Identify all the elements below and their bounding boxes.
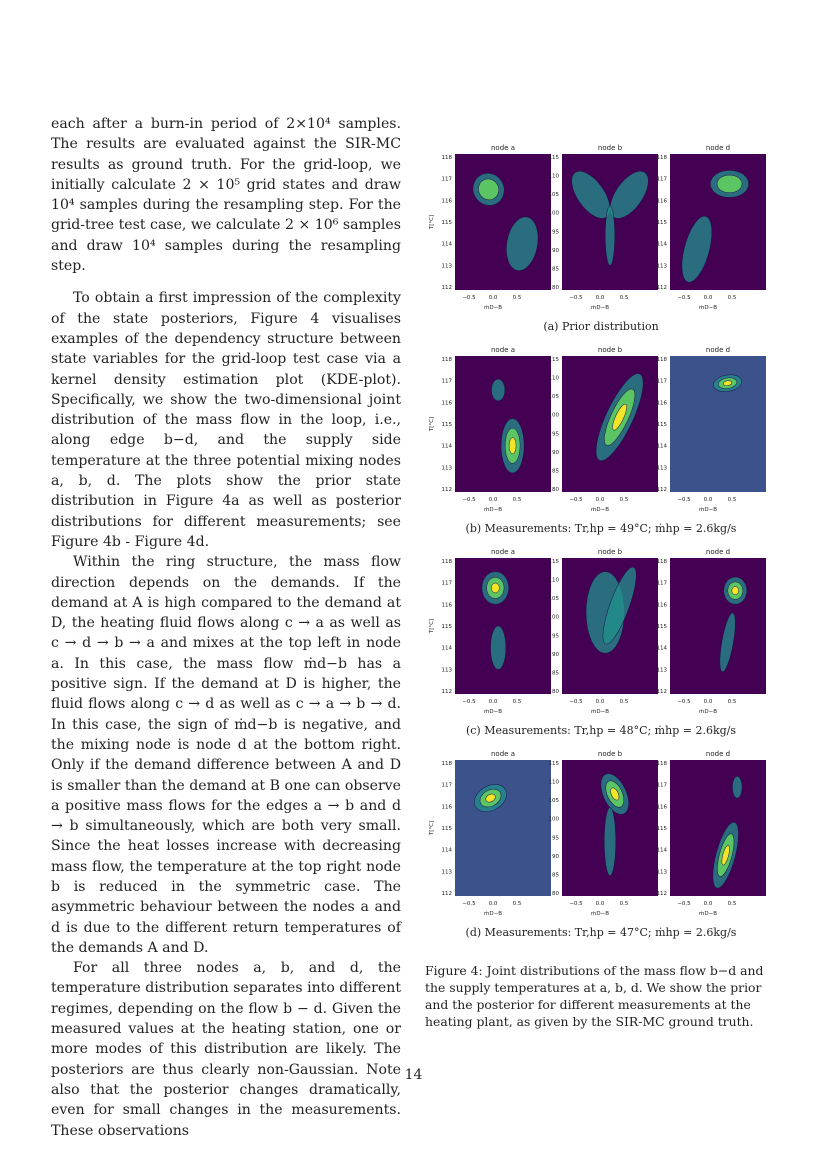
y-tick-label: 110 (548, 779, 559, 786)
y-tick-label: 95 (552, 633, 559, 640)
x-tick-label: −0.5 (569, 699, 583, 705)
y-tick-label: 117 (656, 378, 667, 385)
panel-title: node b (597, 548, 623, 556)
x-axis-label: ṁD−B (484, 911, 502, 917)
figure-row-c (425, 546, 777, 724)
y-tick-label: 110 (548, 577, 559, 584)
y-axis-label: T[°C] (429, 820, 435, 836)
y-tick-label: 115 (548, 761, 559, 767)
y-tick-label: 118 (656, 357, 667, 363)
x-tick-label: −0.5 (462, 497, 476, 503)
y-axis-label: T[°C] (429, 416, 435, 432)
figure-4 (425, 142, 777, 950)
panel-title: node b (597, 750, 623, 758)
density-contour (491, 379, 504, 401)
y-tick-label: 112 (656, 285, 667, 291)
x-axis-label: ṁD−B (699, 709, 717, 715)
y-tick-label: 114 (656, 241, 667, 248)
panel-title: node a (491, 144, 515, 152)
kde-panel-d (657, 750, 767, 917)
y-tick-label: 118 (441, 155, 452, 161)
panel-background (455, 154, 551, 290)
subcaption-a: (a) Prior distribution (543, 320, 659, 333)
paragraph-2: To obtain a first impression of the complexity of the state posteriors, Figure 4 visualises examples of the dependency structure between state variables for the grid-loop test case via a kernel density estimation plot (KDE-plot). Specifically, we show the two-dimensional joint distribution of the mass flow in the loop, i.e., along edge b−d, and the supply side temperature at the three potential mixing nodes a, b, d. The plots show the prior state distribution in Figure 4a as well as posterior distributions for different measurements; see Figure 4b - Figure 4d. (51, 290, 401, 550)
y-tick-label: 90 (552, 247, 559, 254)
kde-panel-a (429, 346, 551, 513)
kde-plot-row-c (425, 546, 777, 724)
y-tick-label: 114 (656, 645, 667, 652)
x-axis-label: ṁD−B (484, 507, 502, 513)
figure-caption: Figure 4: Joint distributions of the mass flow b−d and the supply temperatures at a, b, d. We show the prior and the posterior for different measurements at the heating plant, as given by the SIR-MC ground truth. (425, 963, 764, 1029)
x-axis-label: ṁD−B (699, 911, 717, 917)
panel-title: node a (491, 346, 515, 354)
y-tick-label: 114 (656, 847, 667, 854)
x-tick-label: 0.5 (727, 901, 737, 907)
y-tick-label: 117 (656, 176, 667, 183)
y-tick-label: 110 (548, 173, 559, 180)
page-number: 14 (404, 1067, 423, 1083)
y-tick-label: 114 (441, 847, 452, 854)
y-tick-label: 115 (548, 155, 559, 161)
kde-panel-d (657, 346, 767, 513)
x-tick-label: 0.0 (488, 901, 498, 907)
y-tick-label: 112 (441, 285, 452, 291)
x-axis-label: ṁD−B (484, 305, 502, 311)
y-tick-label: 116 (441, 400, 452, 407)
y-tick-label: 116 (656, 804, 667, 811)
x-tick-label: 0.0 (488, 699, 498, 705)
x-tick-label: 0.0 (703, 901, 713, 907)
y-tick-label: 118 (441, 761, 452, 767)
paragraph-3: Within the ring structure, the mass flow direction depends on the demands. If the demand at A is high compared to the demand at D, the heating fluid flows along c → a as well as c → d → b → a and mixes at the top left in node a. In this case, the mass flow ṁd−b has a positive sign. If the demand at D is higher, the fluid flows along c → d as well as c → a → b → d. In this case, the sign of ṁd−b is negative, and the mixing node is node d at the bottom right. Only if the demand difference between A and D is smaller than the demand at B one can observe a positive mass flows for the edges a → b and d → b simultaneously, which are both very small. Since the heat losses increase with decreasing mass flow, the temperature at the top right node b is reduced in the symmetric case. The asymmetric behaviour between the nodes a and d is due to the different return temperatures of the demands A and D. (51, 554, 401, 956)
panel-title: node d (705, 346, 731, 354)
y-tick-label: 114 (441, 443, 452, 450)
y-tick-label: 100 (548, 816, 559, 823)
x-tick-label: 0.5 (512, 295, 522, 301)
subcaption-b: (b) Measurements: Tr,hp = 49°C; ṁhp = 2.6kg/s (465, 522, 737, 535)
y-tick-label: 114 (441, 241, 452, 248)
y-tick-label: 100 (548, 614, 559, 621)
panel-background (670, 356, 766, 492)
y-tick-label: 116 (656, 602, 667, 609)
kde-plot-row-d (425, 748, 777, 926)
y-tick-label: 117 (656, 782, 667, 789)
x-axis-label: ṁD−B (591, 911, 609, 917)
x-tick-label: 0.0 (595, 901, 605, 907)
y-tick-label: 115 (656, 624, 667, 630)
density-contour (491, 626, 506, 670)
y-tick-label: 90 (552, 449, 559, 456)
density-contour (732, 587, 739, 595)
y-tick-label: 112 (441, 487, 452, 493)
x-tick-label: 0.0 (703, 699, 713, 705)
kde-panel-a (429, 144, 551, 311)
y-tick-label: 113 (656, 465, 667, 472)
y-tick-label: 113 (656, 869, 667, 876)
kde-plot-row-a (425, 142, 777, 320)
x-axis-label: ṁD−B (699, 305, 717, 311)
kde-panel-d (657, 144, 767, 311)
y-tick-label: 113 (441, 263, 452, 270)
y-tick-label: 80 (552, 487, 559, 493)
y-tick-label: 118 (441, 357, 452, 363)
x-tick-label: 0.0 (595, 699, 605, 705)
y-tick-label: 100 (548, 210, 559, 217)
x-tick-label: 0.0 (488, 497, 498, 503)
y-tick-label: 115 (441, 422, 452, 428)
y-tick-label: 85 (552, 872, 559, 879)
panel-title: node b (597, 346, 623, 354)
y-axis-label: T[°C] (429, 214, 435, 230)
panel-title: node d (705, 548, 731, 556)
paragraph-4: For all three nodes a, b, and d, the temperature distribution separates into different regimes, depending on the flow b − d. Given the measured values at the heating station, one or more modes of this distribution are likely. The posteriors are thus clearly non-Gaussian. Note also that the posterior changes dramatically, even for small changes in the measurements. These observations (51, 960, 401, 1139)
y-tick-label: 85 (552, 266, 559, 273)
y-tick-label: 115 (656, 422, 667, 428)
y-tick-label: 117 (441, 378, 452, 385)
x-axis-label: ṁD−B (699, 507, 717, 513)
panel-background (670, 558, 766, 694)
x-tick-label: −0.5 (569, 901, 583, 907)
y-tick-label: 115 (441, 220, 452, 226)
y-tick-label: 90 (552, 853, 559, 860)
subcaption-c: (c) Measurements: Tr,hp = 48°C; ṁhp = 2.6kg/s (465, 724, 736, 737)
density-contour (732, 776, 742, 798)
paragraph-1: each after a burn-in period of 2×10⁴ samples. The results are evaluated against the SIR-MC results as ground truth. For the grid-loop, we initially calculate 2 × 10⁵ grid states and draw 10⁴ samples during the resampling step. For the grid-tree test case, we calculate 2 × 10⁶ samples and draw 10⁴ samples during the resampling step. (51, 116, 401, 275)
y-tick-label: 117 (656, 580, 667, 587)
y-tick-label: 116 (441, 198, 452, 205)
x-tick-label: −0.5 (569, 497, 583, 503)
y-tick-label: 115 (441, 826, 452, 832)
panel-background (455, 760, 551, 896)
body-text (51, 114, 401, 1141)
y-tick-label: 115 (656, 220, 667, 226)
x-axis-label: ṁD−B (591, 709, 609, 715)
figure-row-a (425, 142, 777, 320)
y-tick-label: 118 (441, 559, 452, 565)
x-tick-label: 0.5 (512, 901, 522, 907)
kde-panel-b (549, 346, 659, 513)
y-tick-label: 113 (441, 869, 452, 876)
y-tick-label: 80 (552, 891, 559, 897)
panel-title: node d (705, 750, 731, 758)
y-tick-label: 100 (548, 412, 559, 419)
y-tick-label: 115 (656, 826, 667, 832)
y-tick-label: 95 (552, 835, 559, 842)
y-tick-label: 105 (548, 798, 559, 805)
subcaption-d: (d) Measurements: Tr,hp = 47°C; ṁhp = 2.6kg/s (465, 926, 737, 939)
y-tick-label: 105 (548, 596, 559, 603)
x-axis-label: ṁD−B (484, 709, 502, 715)
y-tick-label: 85 (552, 670, 559, 677)
y-tick-label: 95 (552, 431, 559, 438)
x-tick-label: −0.5 (569, 295, 583, 301)
y-axis-label: T[°C] (429, 618, 435, 634)
density-contour (509, 438, 516, 454)
kde-panel-d (657, 548, 767, 715)
y-tick-label: 113 (656, 667, 667, 674)
x-tick-label: 0.0 (595, 295, 605, 301)
y-tick-label: 117 (441, 782, 452, 789)
y-tick-label: 112 (656, 689, 667, 695)
kde-panel-b (549, 548, 659, 715)
y-tick-label: 115 (441, 624, 452, 630)
density-contour (605, 206, 615, 266)
density-contour (604, 808, 616, 876)
y-tick-label: 112 (441, 891, 452, 897)
figure-row-b (425, 344, 777, 522)
x-tick-label: −0.5 (677, 699, 691, 705)
panel-title: node a (491, 750, 515, 758)
panel-title: node b (597, 144, 623, 152)
y-tick-label: 118 (656, 761, 667, 767)
panel-title: node a (491, 548, 515, 556)
y-tick-label: 112 (656, 487, 667, 493)
y-tick-label: 112 (656, 891, 667, 897)
x-tick-label: 0.5 (727, 699, 737, 705)
kde-panel-a (429, 548, 551, 715)
x-tick-label: 0.5 (512, 497, 522, 503)
y-tick-label: 105 (548, 192, 559, 199)
y-tick-label: 113 (441, 465, 452, 472)
panel-background (455, 356, 551, 492)
y-tick-label: 118 (656, 155, 667, 161)
y-tick-label: 116 (441, 804, 452, 811)
density-contour (717, 175, 742, 193)
y-tick-label: 118 (656, 559, 667, 565)
y-tick-label: 114 (656, 443, 667, 450)
x-tick-label: 0.0 (703, 497, 713, 503)
x-tick-label: −0.5 (462, 699, 476, 705)
x-tick-label: −0.5 (677, 295, 691, 301)
x-tick-label: 0.5 (619, 901, 629, 907)
y-tick-label: 110 (548, 375, 559, 382)
y-tick-label: 85 (552, 468, 559, 475)
x-tick-label: 0.5 (512, 699, 522, 705)
x-tick-label: −0.5 (677, 497, 691, 503)
x-tick-label: 0.0 (488, 295, 498, 301)
x-axis-label: ṁD−B (591, 507, 609, 513)
y-tick-label: 80 (552, 285, 559, 291)
y-tick-label: 80 (552, 689, 559, 695)
x-tick-label: 0.0 (703, 295, 713, 301)
y-tick-label: 113 (441, 667, 452, 674)
x-axis-label: ṁD−B (591, 305, 609, 311)
y-tick-label: 116 (656, 198, 667, 205)
kde-panel-b (549, 750, 659, 917)
kde-plot-row-b (425, 344, 777, 522)
y-tick-label: 117 (441, 580, 452, 587)
x-tick-label: 0.5 (727, 497, 737, 503)
panel-title: node d (705, 144, 731, 152)
x-tick-label: 0.5 (619, 699, 629, 705)
y-tick-label: 114 (441, 645, 452, 652)
x-tick-label: 0.5 (727, 295, 737, 301)
y-tick-label: 112 (441, 689, 452, 695)
density-contour (491, 583, 499, 593)
y-tick-label: 115 (548, 357, 559, 363)
y-tick-label: 105 (548, 394, 559, 401)
y-tick-label: 95 (552, 229, 559, 236)
figure-row-d (425, 748, 777, 926)
y-tick-label: 90 (552, 651, 559, 658)
x-tick-label: −0.5 (462, 901, 476, 907)
x-tick-label: 0.5 (619, 295, 629, 301)
kde-panel-a (429, 750, 551, 917)
y-tick-label: 116 (656, 400, 667, 407)
y-tick-label: 115 (548, 559, 559, 565)
y-tick-label: 113 (656, 263, 667, 270)
x-tick-label: 0.0 (595, 497, 605, 503)
x-tick-label: −0.5 (677, 901, 691, 907)
kde-panel-b (549, 144, 659, 311)
y-tick-label: 116 (441, 602, 452, 609)
x-tick-label: 0.5 (619, 497, 629, 503)
y-tick-label: 117 (441, 176, 452, 183)
x-tick-label: −0.5 (462, 295, 476, 301)
